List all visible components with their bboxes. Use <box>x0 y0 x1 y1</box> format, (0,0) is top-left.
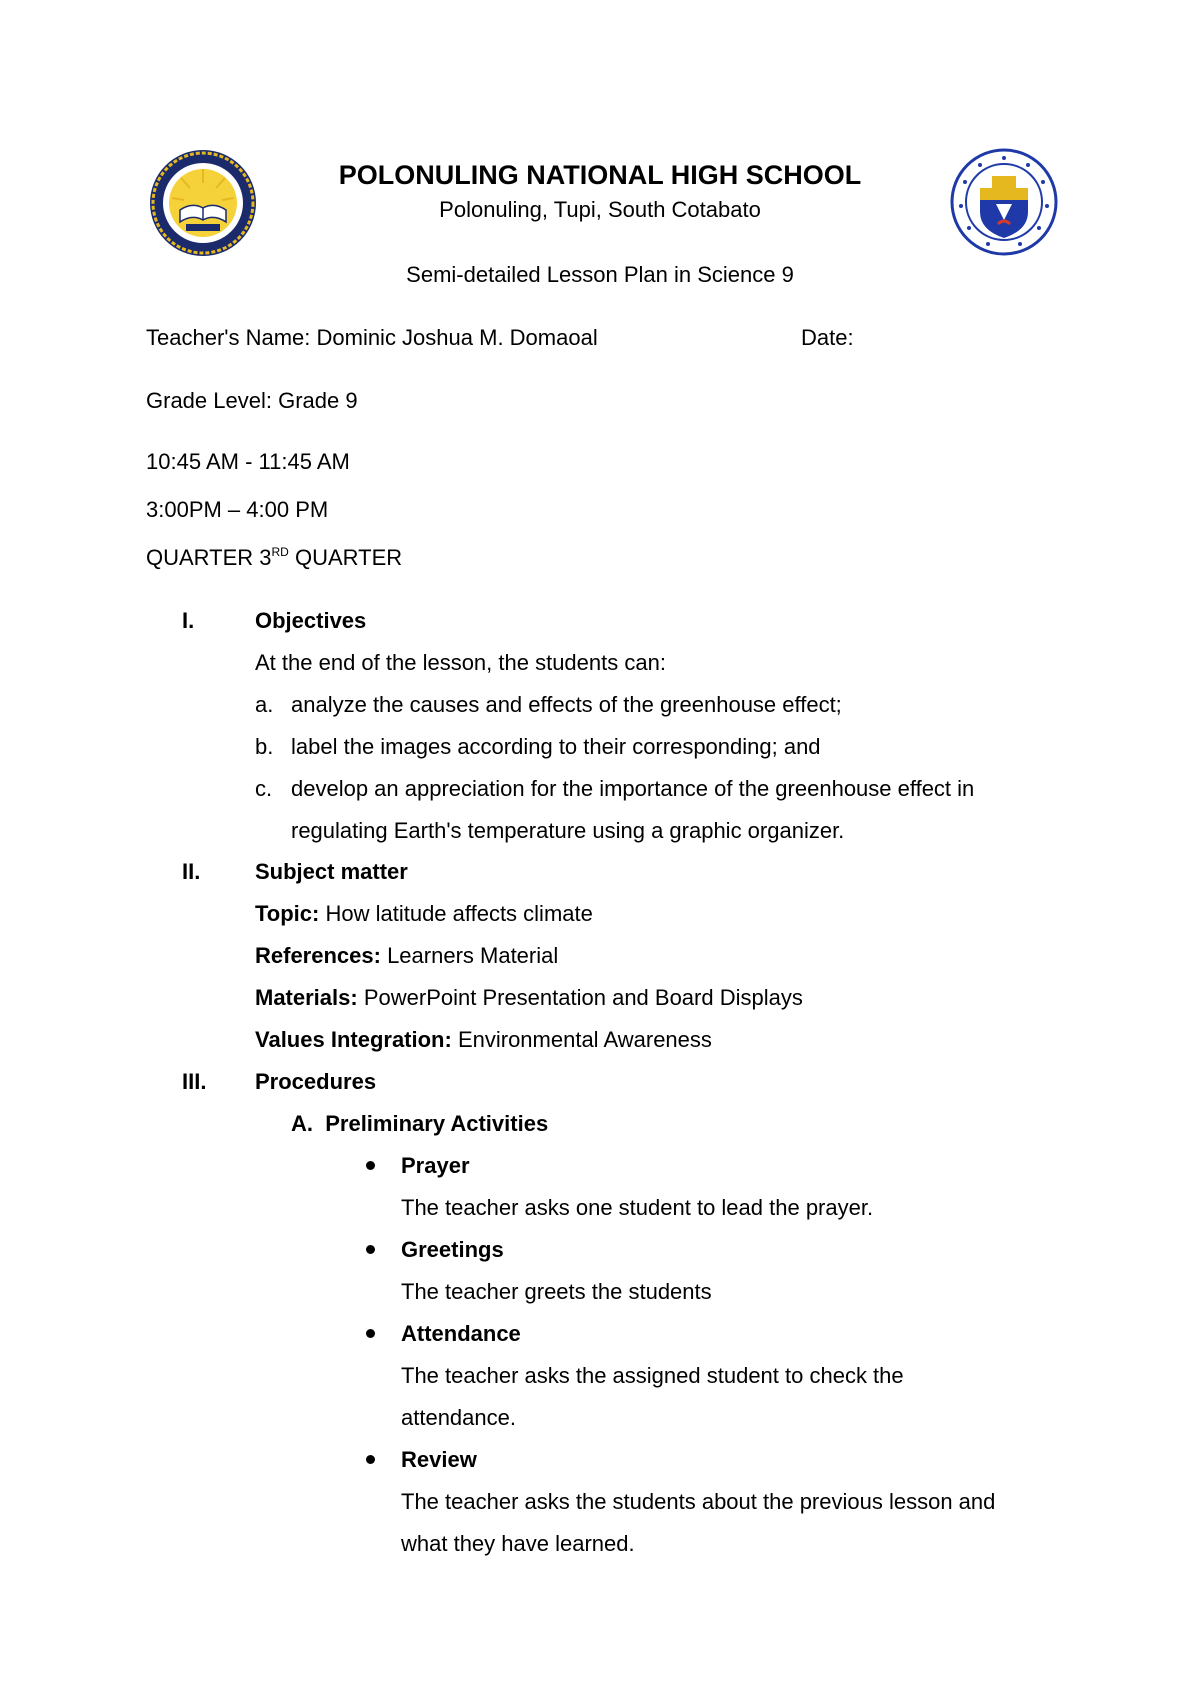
objective-marker: c. <box>255 776 273 801</box>
values-integration-line: Values Integration: Environmental Awareness <box>255 1027 712 1052</box>
subject-matter-heading: Subject matter <box>255 859 408 884</box>
school-address: Polonuling, Tupi, South Cotabato <box>439 197 761 222</box>
procedures-heading: Procedures <box>255 1069 377 1094</box>
activity-title: Attendance <box>401 1321 521 1346</box>
time-slot-2: 3:00PM – 4:00 PM <box>146 497 329 522</box>
objective-item: develop an appreciation for the importance of the greenhouse effect in <box>291 776 975 801</box>
time-slot-1: 10:45 AM - 11:45 AM <box>146 449 350 474</box>
school-name: POLONULING NATIONAL HIGH SCHOOL <box>338 160 862 190</box>
activity-description: The teacher asks the assigned student to check the <box>401 1363 904 1388</box>
activity-description: The teacher asks one student to lead the prayer. <box>401 1195 874 1220</box>
activity-description-continued: what they have learned. <box>401 1531 635 1556</box>
lesson-plan-title: Semi-detailed Lesson Plan in Science 9 <box>406 262 794 287</box>
activity-title: Prayer <box>401 1153 470 1178</box>
objective-marker: b. <box>255 734 274 759</box>
date-label: Date: <box>801 325 854 350</box>
activity-description: The teacher asks the students about the previous lesson and <box>401 1489 996 1514</box>
section-number-iii: III. <box>182 1069 207 1094</box>
activity-description-continued: attendance. <box>401 1405 516 1430</box>
activity-title: Greetings <box>401 1237 504 1262</box>
quarter: QUARTER 3RD QUARTER <box>146 545 403 570</box>
activity-title: Review <box>401 1447 477 1472</box>
section-number-i: I. <box>182 608 195 633</box>
grade-level: Grade Level: Grade 9 <box>146 388 358 413</box>
bullet-icon <box>366 1245 375 1254</box>
objectives-heading: Objectives <box>255 608 367 633</box>
preliminary-activities-heading: A. Preliminary Activities <box>291 1111 549 1136</box>
bullet-icon <box>366 1161 375 1170</box>
objective-item: label the images according to their corresponding; and <box>291 734 821 759</box>
objective-item-continued: regulating Earth's temperature using a graphic organizer. <box>291 818 845 843</box>
teacher-name: Teacher's Name: Dominic Joshua M. Domaoal <box>146 325 598 350</box>
references-line: References: Learners Material <box>255 943 559 968</box>
objective-marker: a. <box>255 692 274 717</box>
activity-description: The teacher greets the students <box>401 1279 712 1304</box>
section-number-ii: II. <box>182 859 201 884</box>
bullet-icon <box>366 1455 375 1464</box>
objectives-intro: At the end of the lesson, the students can: <box>255 650 666 675</box>
topic-line: Topic: How latitude affects climate <box>255 901 593 926</box>
materials-line: Materials: PowerPoint Presentation and Board Displays <box>255 985 803 1010</box>
objective-item: analyze the causes and effects of the greenhouse effect; <box>291 692 842 717</box>
bullet-icon <box>366 1329 375 1338</box>
